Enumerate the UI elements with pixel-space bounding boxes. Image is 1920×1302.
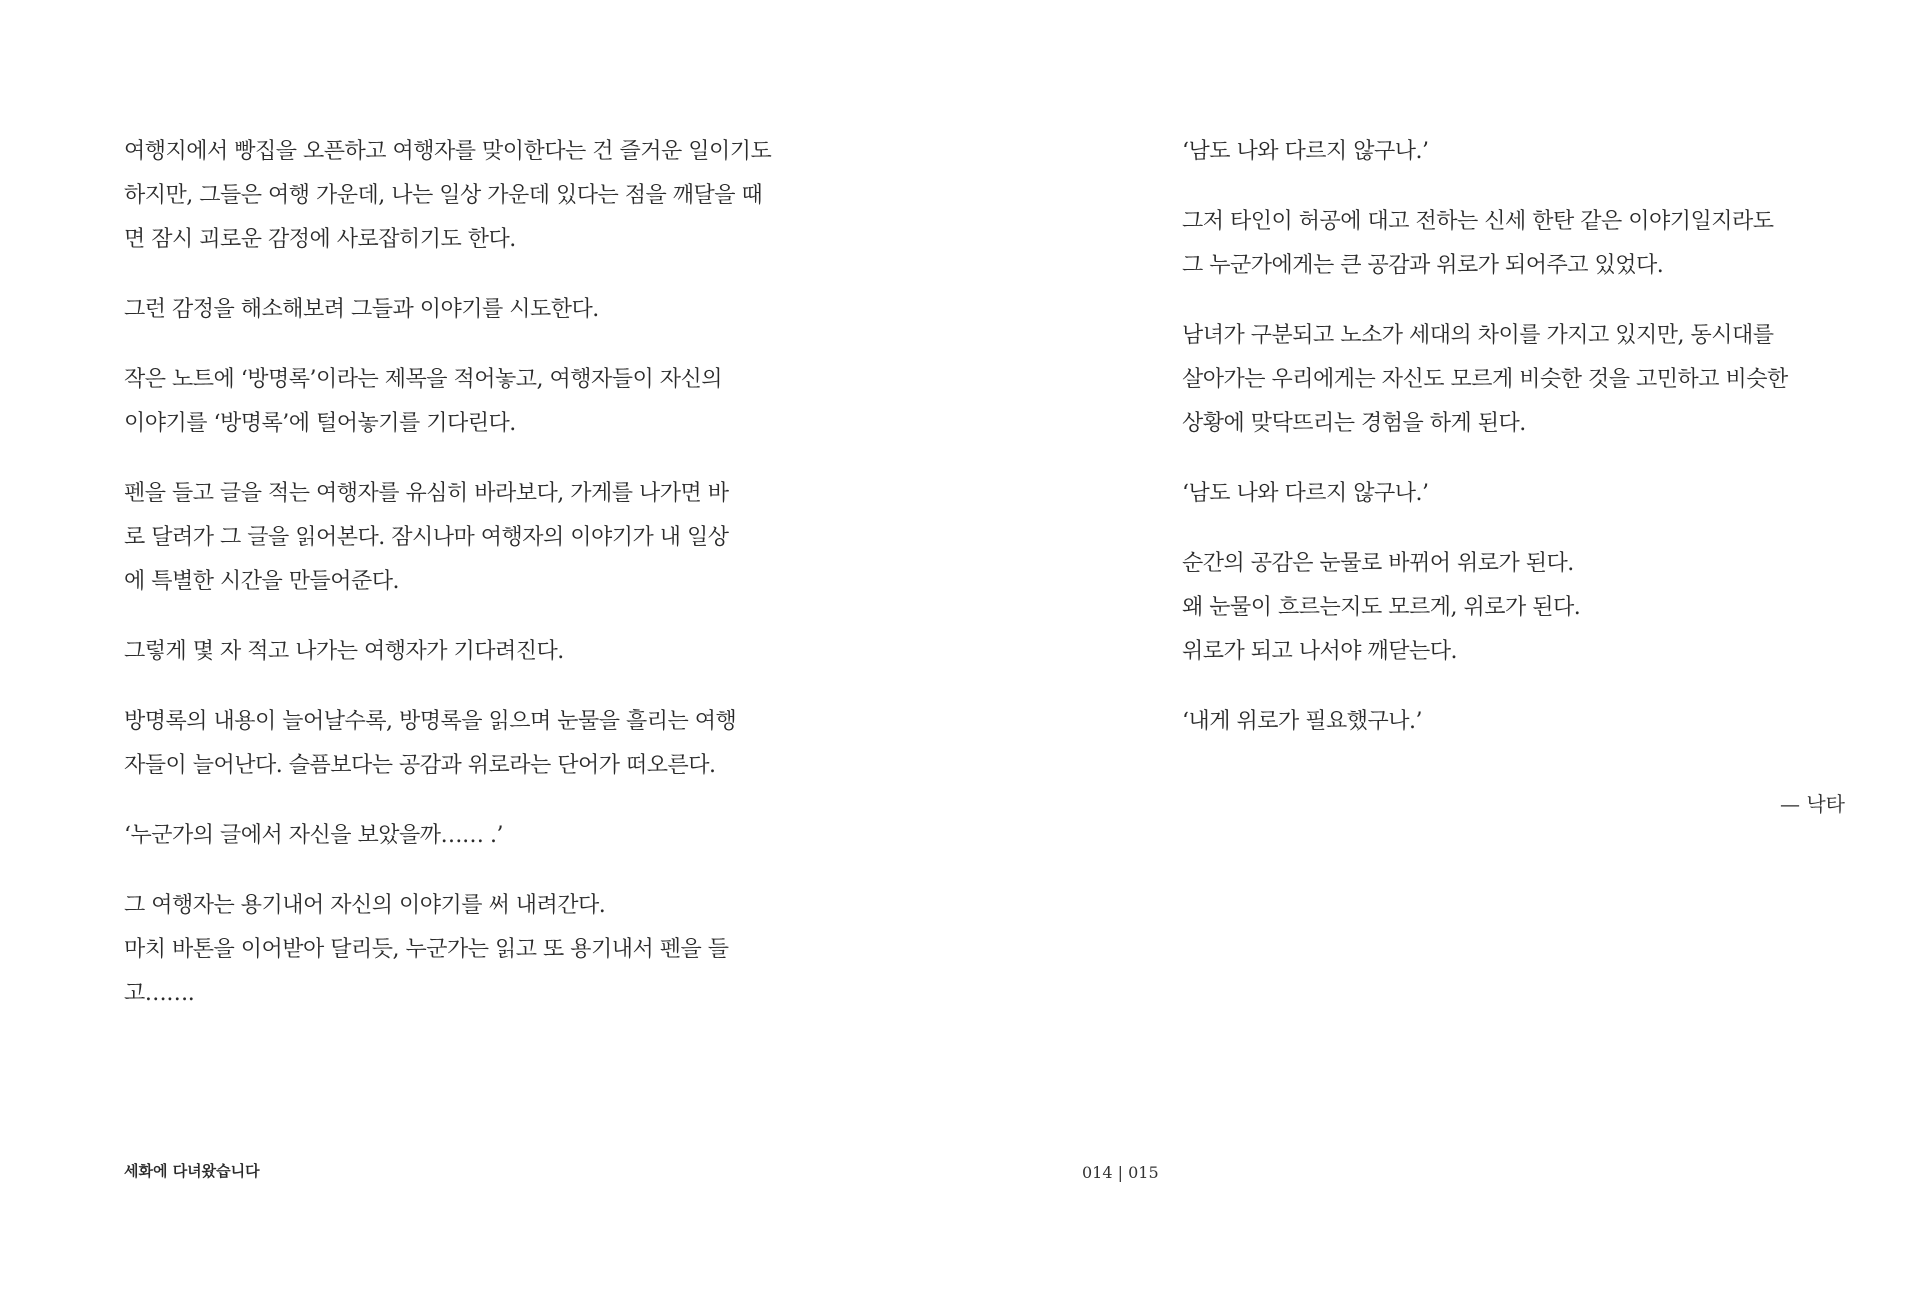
text-line: 여행지에서 빵집을 오픈하고 여행자를 맞이한다는 건 즐거운 일이기도 xyxy=(124,139,772,164)
text-line: 그저 타인이 허공에 대고 전하는 신세 한탄 같은 이야기일지라도 xyxy=(1182,209,1774,234)
text-line: 면 잠시 괴로운 감정에 사로잡히기도 한다. xyxy=(124,227,516,252)
paragraph xyxy=(1182,130,1822,174)
paragraph xyxy=(124,358,764,446)
paragraph xyxy=(124,700,764,788)
paragraph xyxy=(124,130,772,262)
paragraph xyxy=(124,814,764,858)
paragraph xyxy=(124,630,764,674)
text-line: 에 특별한 시간을 만들어준다. xyxy=(124,569,399,594)
author-signature: — 낙타 xyxy=(1780,792,1845,816)
text-line: 이야기를 ‘방명록’에 털어놓기를 기다린다. xyxy=(124,411,516,436)
left-page-text xyxy=(124,130,772,1042)
text-line: ‘남도 나와 다르지 않구나.’ xyxy=(1182,139,1429,164)
text-line: 고……. xyxy=(124,981,195,1006)
right-page xyxy=(960,0,1920,1302)
page-numbers: 014 | 015 xyxy=(1082,1163,1159,1182)
text-line: 그렇게 몇 자 적고 나가는 여행자가 기다려진다. xyxy=(124,639,564,664)
text-line: 순간의 공감은 눈물로 바뀌어 위로가 된다. xyxy=(1182,551,1574,576)
paragraph xyxy=(124,472,764,604)
text-line: 작은 노트에 ‘방명록’이라는 제목을 적어놓고, 여행자들이 자신의 xyxy=(124,367,722,392)
text-line: ‘내게 위로가 필요했구나.’ xyxy=(1182,709,1422,734)
paragraph xyxy=(1182,314,1822,446)
text-line: 상황에 맞닥뜨리는 경험을 하게 된다. xyxy=(1182,411,1526,436)
text-line: 그 여행자는 용기내어 자신의 이야기를 써 내려간다. xyxy=(124,893,606,918)
paragraph xyxy=(124,288,764,332)
right-page-text xyxy=(1182,130,1822,770)
text-line: 마치 바톤을 이어받아 달리듯, 누군가는 읽고 또 용기내서 펜을 들 xyxy=(124,937,729,962)
text-line: 왜 눈물이 흐르는지도 모르게, 위로가 된다. xyxy=(1182,595,1581,620)
paragraph xyxy=(1182,542,1822,674)
text-line: 살아가는 우리에게는 자신도 모르게 비슷한 것을 고민하고 비슷한 xyxy=(1182,367,1788,392)
text-line: ‘누군가의 글에서 자신을 보았을까…… .’ xyxy=(124,823,503,848)
paragraph xyxy=(1182,700,1822,744)
text-line: 남녀가 구분되고 노소가 세대의 차이를 가지고 있지만, 동시대를 xyxy=(1182,323,1774,348)
text-line: 하지만, 그들은 여행 가운데, 나는 일상 가운데 있다는 점을 깨달을 때 xyxy=(124,183,763,208)
paragraph xyxy=(1182,472,1822,516)
text-line: 그런 감정을 해소해보려 그들과 이야기를 시도한다. xyxy=(124,297,599,322)
text-line: 펜을 들고 글을 적는 여행자를 유심히 바라보다, 가게를 나가면 바 xyxy=(124,481,729,506)
paragraph xyxy=(124,884,764,1016)
text-line: 그 누군가에게는 큰 공감과 위로가 되어주고 있었다. xyxy=(1182,253,1664,278)
text-line: 방명록의 내용이 늘어날수록, 방명록을 읽으며 눈물을 흘리는 여행 xyxy=(124,709,737,734)
text-line: 자들이 늘어난다. 슬픔보다는 공감과 위로라는 단어가 떠오른다. xyxy=(124,753,716,778)
paragraph xyxy=(1182,200,1822,288)
book-title: 세화에 다녀왔습니다 xyxy=(124,1162,260,1180)
text-line: 위로가 되고 나서야 깨닫는다. xyxy=(1182,639,1457,664)
text-line: ‘남도 나와 다르지 않구나.’ xyxy=(1182,481,1429,506)
text-line: 로 달려가 그 글을 읽어본다. 잠시나마 여행자의 이야기가 내 일상 xyxy=(124,525,729,550)
